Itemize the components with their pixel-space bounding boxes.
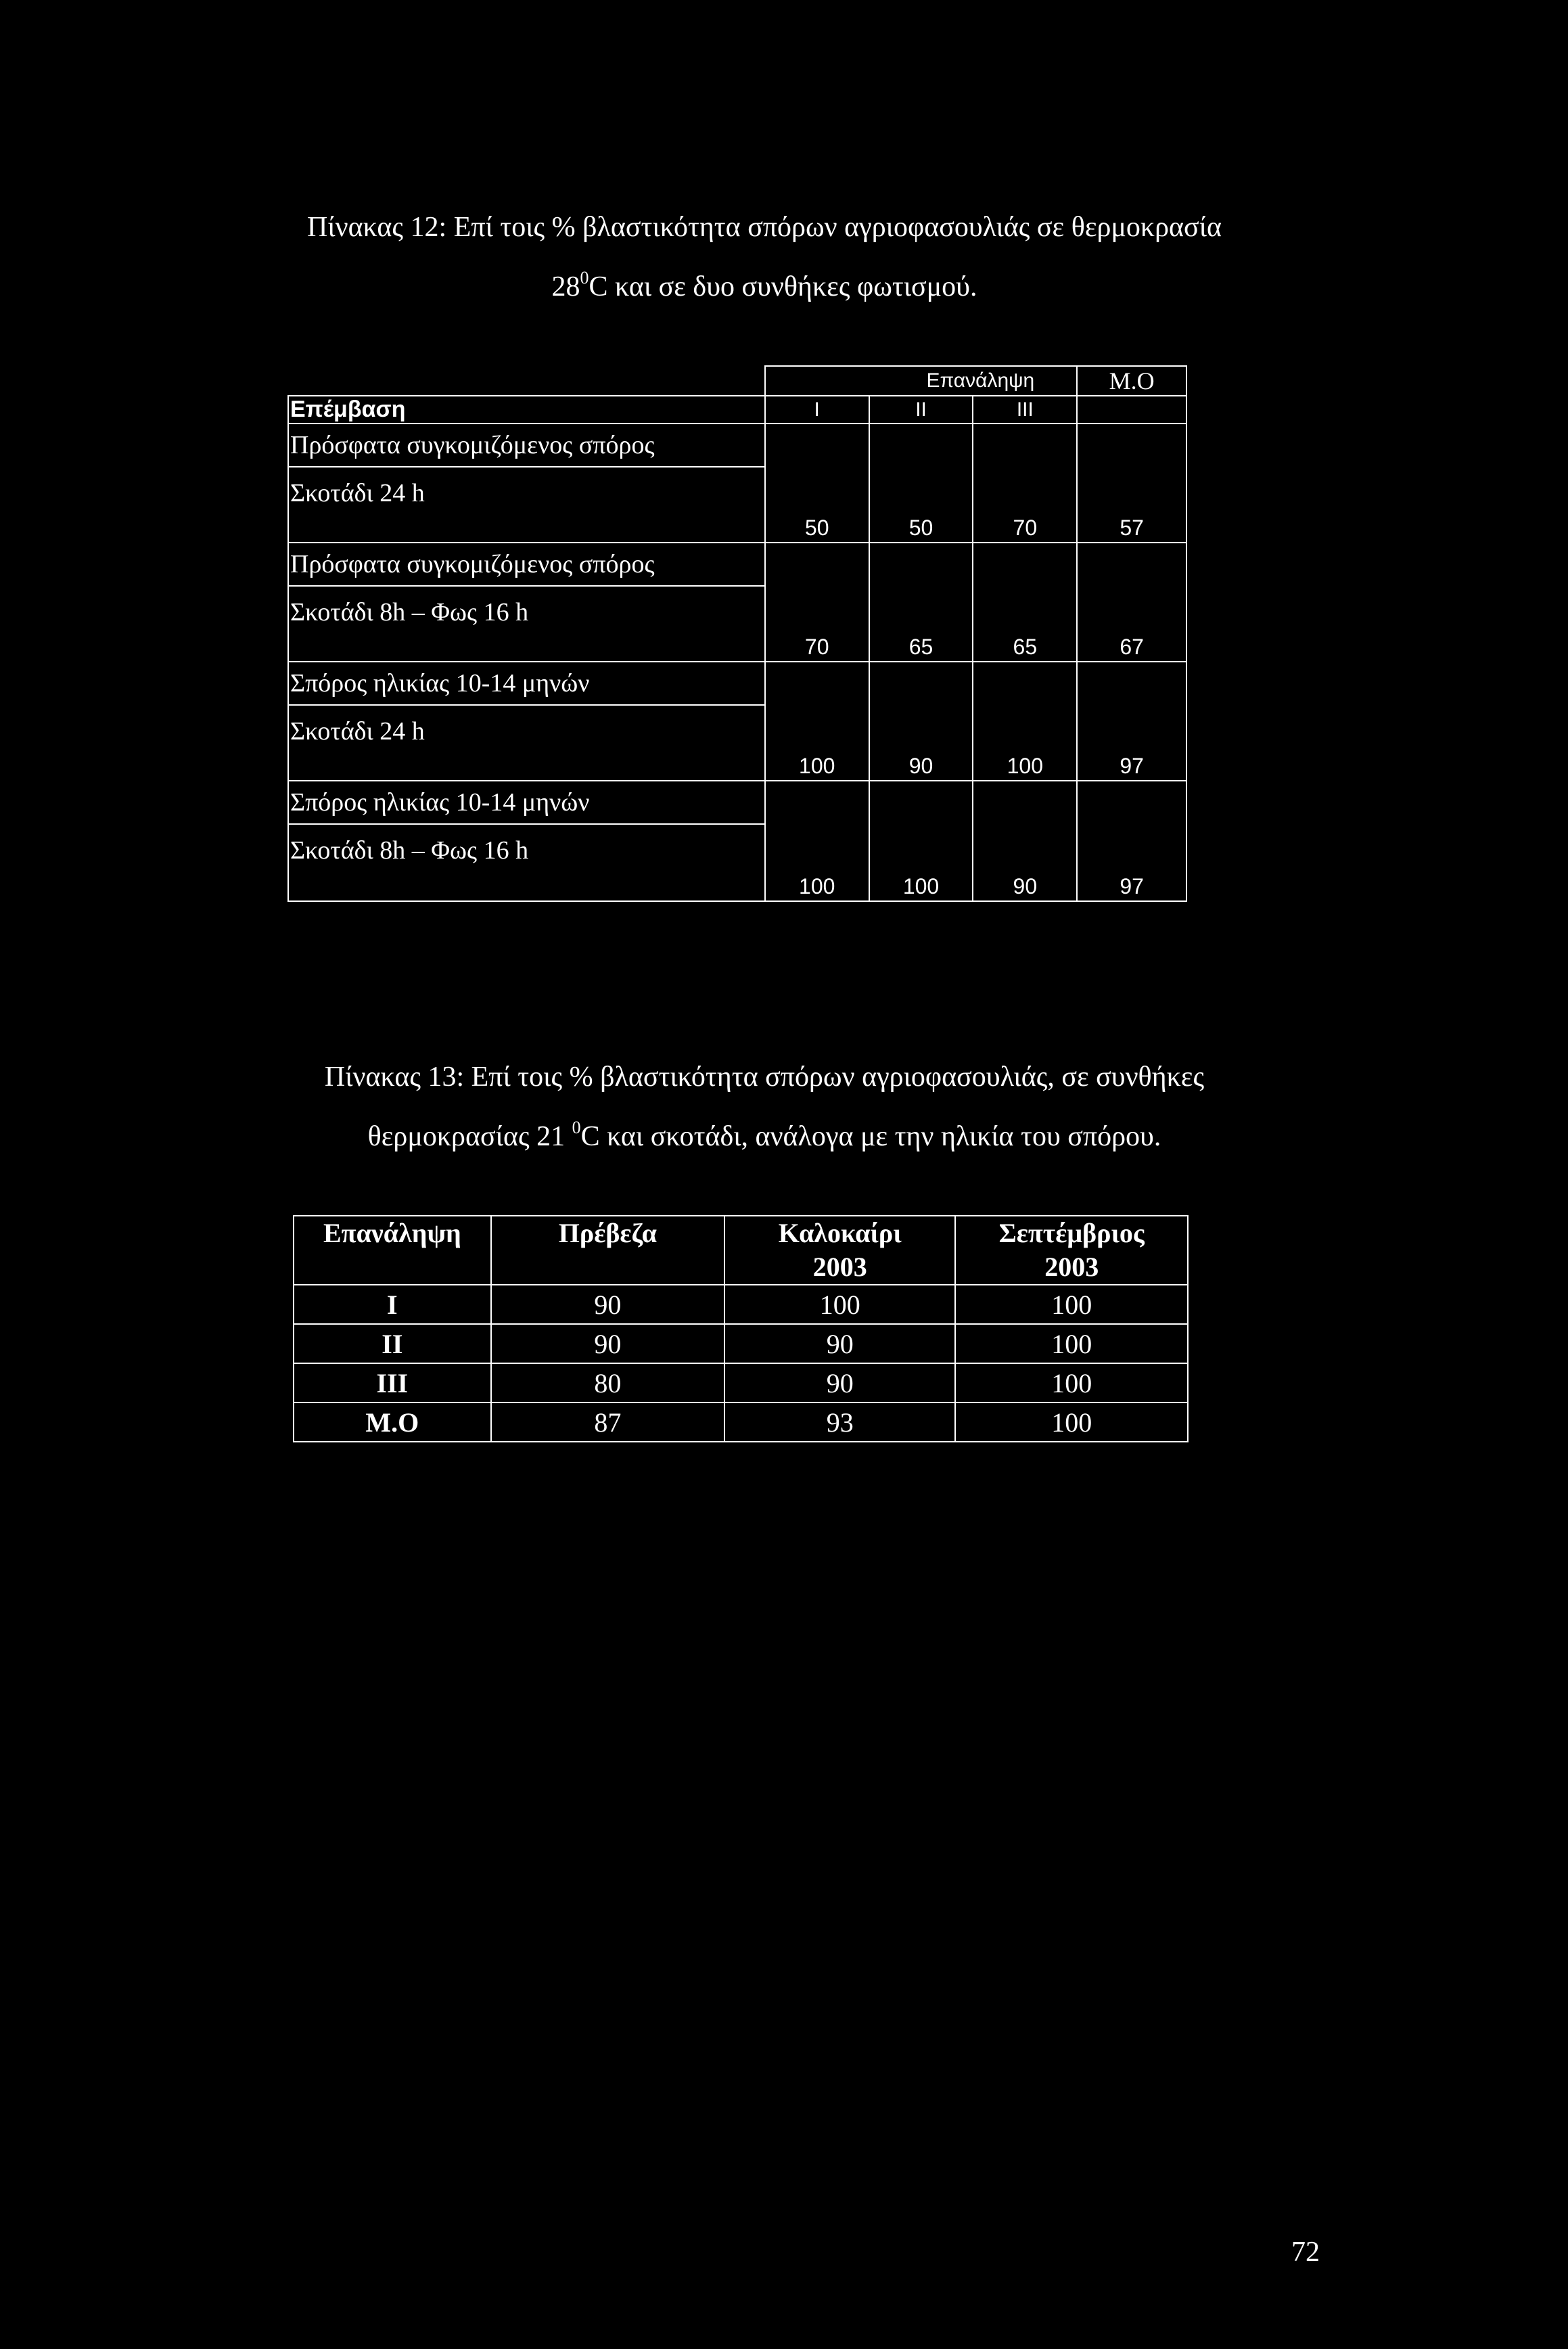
caption-text: 28 xyxy=(551,271,580,302)
table-row xyxy=(288,781,1186,824)
value-cell: 100 xyxy=(765,662,869,781)
row-label-line1: Σπόρος ηλικίας 10-14 μηνών xyxy=(288,662,765,705)
value-cell: 65 xyxy=(973,543,1077,662)
row-label-line2: Σκοτάδι 24 h xyxy=(288,705,765,781)
table12-header-row xyxy=(288,366,1186,396)
column-header-line1: Καλοκαίρι xyxy=(778,1218,902,1248)
repetition-header: Επανάληψη xyxy=(765,366,1077,396)
column-header-line2: 2003 xyxy=(812,1252,867,1282)
column-header-line1: Επανάληψη xyxy=(323,1218,461,1248)
empty-cell xyxy=(288,366,765,396)
row-label: ΙΙΙ xyxy=(294,1363,491,1402)
value-cell: 70 xyxy=(765,543,869,662)
value-cell: 100 xyxy=(955,1324,1188,1363)
value-cell: 90 xyxy=(491,1285,724,1324)
table13 xyxy=(293,1215,1189,1442)
table-row xyxy=(294,1285,1188,1324)
value-cell: 87 xyxy=(491,1402,724,1442)
rep-header: II xyxy=(869,396,973,424)
mean-header: Μ.Ο xyxy=(1077,366,1186,396)
table-row xyxy=(288,424,1186,467)
table-row xyxy=(288,662,1186,705)
table12 xyxy=(287,365,1187,902)
value-cell: 100 xyxy=(765,781,869,901)
caption-superscript: 0 xyxy=(572,1118,581,1137)
value-cell: 100 xyxy=(869,781,973,901)
table-row xyxy=(294,1324,1188,1363)
value-cell: 90 xyxy=(869,662,973,781)
rep-header: III xyxy=(973,396,1077,424)
row-label-line1: Πρόσφατα συγκομιζόμενος σπόρος xyxy=(288,424,765,467)
table12-subheader-row xyxy=(288,396,1186,424)
value-cell: 100 xyxy=(955,1402,1188,1442)
column-header xyxy=(724,1216,955,1285)
row-label: Ι xyxy=(294,1285,491,1324)
value-cell: 100 xyxy=(973,662,1077,781)
treatment-header: Επέμβαση xyxy=(288,396,765,424)
value-cell: 100 xyxy=(955,1285,1188,1324)
value-cell: 100 xyxy=(724,1285,955,1324)
row-label-line1: Σπόρος ηλικίας 10-14 μηνών xyxy=(288,781,765,824)
caption-text: θερμοκρασίας 21 xyxy=(367,1121,572,1152)
table12-caption xyxy=(203,198,1326,317)
row-label-line2: Σκοτάδι 8h – Φως 16 h xyxy=(288,586,765,662)
table13-caption xyxy=(203,1047,1326,1166)
value-cell: 100 xyxy=(955,1363,1188,1402)
value-cell: 80 xyxy=(491,1363,724,1402)
value-cell: 93 xyxy=(724,1402,955,1442)
row-label-line2: Σκοτάδι 8h – Φως 16 h xyxy=(288,824,765,901)
column-header-line1: Πρέβεζα xyxy=(558,1218,657,1248)
table-row xyxy=(294,1363,1188,1402)
row-label-line1: Πρόσφατα συγκομιζόμενος σπόρος xyxy=(288,543,765,586)
table-row xyxy=(294,1402,1188,1442)
column-header xyxy=(491,1216,724,1285)
value-cell: 90 xyxy=(491,1324,724,1363)
caption-text: C και σκοτάδι, ανάλογα με την ηλικία του σπόρου. xyxy=(580,1121,1161,1152)
table12-caption-line2 xyxy=(203,257,1326,317)
row-label: Μ.Ο xyxy=(294,1402,491,1442)
value-cell: 50 xyxy=(765,424,869,543)
value-cell: 90 xyxy=(973,781,1077,901)
mean-cell: 97 xyxy=(1077,781,1186,901)
rep-header: I xyxy=(765,396,869,424)
value-cell: 90 xyxy=(724,1363,955,1402)
column-header xyxy=(955,1216,1188,1285)
table13-caption-line2 xyxy=(203,1107,1326,1166)
caption-superscript: 0 xyxy=(580,268,589,288)
empty-cell xyxy=(1077,396,1186,424)
value-cell: 50 xyxy=(869,424,973,543)
table12-caption-line1: Πίνακας 12: Επί τοις % βλαστικότητα σπόρων αγριοφασουλιάς σε θερμοκρασία xyxy=(306,212,1222,243)
mean-cell: 57 xyxy=(1077,424,1186,543)
table13-header-row xyxy=(294,1216,1188,1285)
table13-caption-line1: Πίνακας 13: Επί τοις % βλαστικότητα σπόρων αγριοφασουλιάς, σε συνθήκες xyxy=(324,1062,1205,1093)
caption-text: C και σε δυο συνθήκες φωτισμού. xyxy=(589,271,977,302)
value-cell: 90 xyxy=(724,1324,955,1363)
value-cell: 70 xyxy=(973,424,1077,543)
table-row xyxy=(288,543,1186,586)
row-label: ΙΙ xyxy=(294,1324,491,1363)
row-label-line2: Σκοτάδι 24 h xyxy=(288,467,765,543)
value-cell: 65 xyxy=(869,543,973,662)
mean-cell: 67 xyxy=(1077,543,1186,662)
mean-cell: 97 xyxy=(1077,662,1186,781)
column-header-line2: 2003 xyxy=(1044,1252,1099,1282)
column-header-line1: Σεπτέμβριος xyxy=(998,1218,1145,1248)
page-number: 72 xyxy=(1291,2237,1320,2268)
column-header xyxy=(294,1216,491,1285)
